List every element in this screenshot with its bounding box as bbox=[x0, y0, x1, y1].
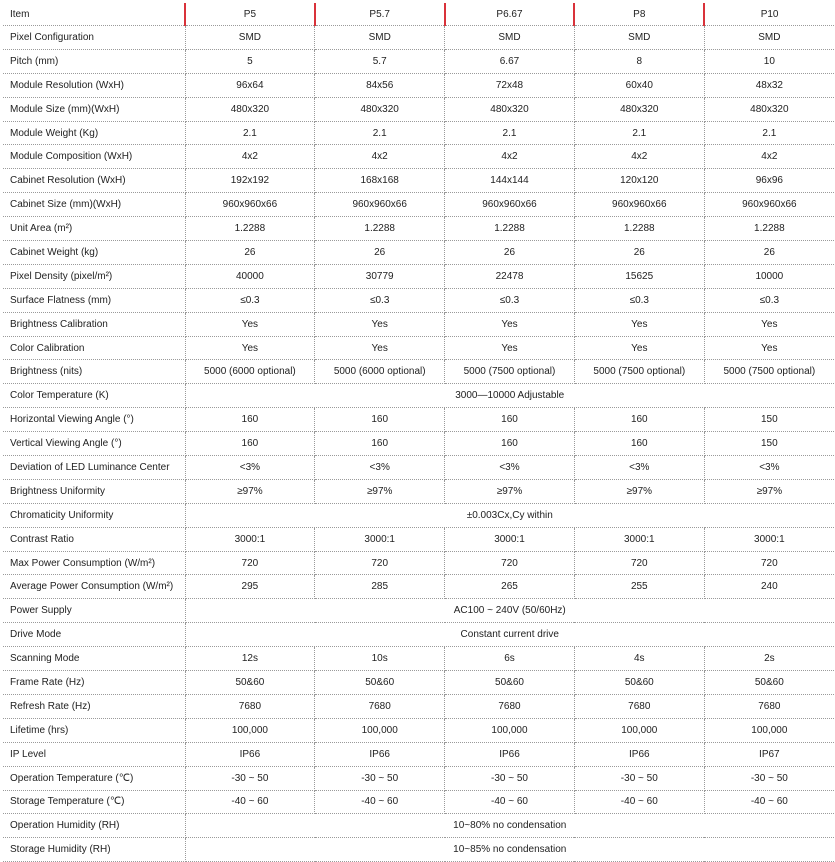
spec-row bbox=[3, 97, 834, 121]
spec-row bbox=[3, 288, 834, 312]
spec-row bbox=[3, 432, 834, 456]
spec-value: IP67 bbox=[704, 742, 834, 766]
spec-value: 1.2288 bbox=[185, 217, 315, 241]
spec-value: 12s bbox=[185, 647, 315, 671]
spec-value: 96x64 bbox=[185, 73, 315, 97]
spec-value: 6.67 bbox=[445, 49, 575, 73]
spec-label: Cabinet Size (mm)(WxH) bbox=[3, 193, 185, 217]
spec-value: 6s bbox=[445, 647, 575, 671]
spec-value: 192x192 bbox=[185, 169, 315, 193]
spec-value: 168x168 bbox=[315, 169, 445, 193]
spec-value: 4x2 bbox=[445, 145, 575, 169]
spec-label: Pixel Configuration bbox=[3, 26, 185, 50]
spec-value: Yes bbox=[315, 312, 445, 336]
spec-value: -40 ~ 60 bbox=[445, 790, 575, 814]
spec-label: Max Power Consumption (W/m²) bbox=[3, 551, 185, 575]
spec-value: 160 bbox=[574, 408, 704, 432]
spec-value: 150 bbox=[704, 408, 834, 432]
spec-label: Module Weight (Kg) bbox=[3, 121, 185, 145]
model-header-p5-7: P5.7 bbox=[315, 3, 445, 26]
spec-value: Yes bbox=[445, 312, 575, 336]
spec-value: <3% bbox=[445, 456, 575, 480]
spec-value: ≤0.3 bbox=[704, 288, 834, 312]
spec-value: <3% bbox=[704, 456, 834, 480]
spec-value: SMD bbox=[315, 26, 445, 50]
spec-value: ≥97% bbox=[185, 479, 315, 503]
spec-value: 84x56 bbox=[315, 73, 445, 97]
spec-value: SMD bbox=[704, 26, 834, 50]
spec-value: 100,000 bbox=[185, 718, 315, 742]
spec-value: 720 bbox=[574, 551, 704, 575]
spec-value: <3% bbox=[574, 456, 704, 480]
spec-value: 4x2 bbox=[315, 145, 445, 169]
spec-value: 960x960x66 bbox=[315, 193, 445, 217]
spec-value: Yes bbox=[574, 312, 704, 336]
spec-value: 2.1 bbox=[704, 121, 834, 145]
spec-value: 160 bbox=[574, 432, 704, 456]
spec-value: 10000 bbox=[704, 264, 834, 288]
spec-label: Module Composition (WxH) bbox=[3, 145, 185, 169]
spec-value: 5000 (6000 optional) bbox=[315, 360, 445, 384]
spec-value: Yes bbox=[445, 336, 575, 360]
spec-value: 144x144 bbox=[445, 169, 575, 193]
spec-value: 7680 bbox=[574, 694, 704, 718]
spec-value: 4s bbox=[574, 647, 704, 671]
spec-value: 26 bbox=[315, 241, 445, 265]
spec-row bbox=[3, 575, 834, 599]
spec-value: 960x960x66 bbox=[185, 193, 315, 217]
spec-value: -40 ~ 60 bbox=[704, 790, 834, 814]
spec-label: Storage Temperature (℃) bbox=[3, 790, 185, 814]
spec-value: <3% bbox=[185, 456, 315, 480]
spec-label: Vertical Viewing Angle (°) bbox=[3, 432, 185, 456]
spec-value: 160 bbox=[315, 432, 445, 456]
spec-label: Pitch (mm) bbox=[3, 49, 185, 73]
spec-label: Contrast Ratio bbox=[3, 527, 185, 551]
spec-value: Yes bbox=[185, 336, 315, 360]
spec-value: 4x2 bbox=[704, 145, 834, 169]
spec-row bbox=[3, 384, 834, 408]
spec-row bbox=[3, 718, 834, 742]
spec-value: ≥97% bbox=[704, 479, 834, 503]
spec-value: Yes bbox=[704, 336, 834, 360]
spec-value: 10s bbox=[315, 647, 445, 671]
spec-value: 1.2288 bbox=[315, 217, 445, 241]
spec-value: -30 ~ 50 bbox=[445, 766, 575, 790]
spec-value: 255 bbox=[574, 575, 704, 599]
spec-value: 960x960x66 bbox=[704, 193, 834, 217]
spec-row bbox=[3, 599, 834, 623]
spec-value: ≥97% bbox=[445, 479, 575, 503]
spec-value: 72x48 bbox=[445, 73, 575, 97]
spec-value: 5000 (7500 optional) bbox=[574, 360, 704, 384]
spec-value: 2.1 bbox=[445, 121, 575, 145]
spec-value: 160 bbox=[445, 408, 575, 432]
spec-value: 720 bbox=[704, 551, 834, 575]
spec-value: ≤0.3 bbox=[445, 288, 575, 312]
spec-row bbox=[3, 145, 834, 169]
spec-value: ≤0.3 bbox=[315, 288, 445, 312]
spec-label: IP Level bbox=[3, 742, 185, 766]
spec-value: 10 bbox=[704, 49, 834, 73]
spec-value: 50&60 bbox=[315, 671, 445, 695]
spec-label: Cabinet Resolution (WxH) bbox=[3, 169, 185, 193]
header-row bbox=[3, 3, 834, 26]
spec-value: 960x960x66 bbox=[445, 193, 575, 217]
spec-value: 60x40 bbox=[574, 73, 704, 97]
spec-label: Color Calibration bbox=[3, 336, 185, 360]
spec-value: 100,000 bbox=[315, 718, 445, 742]
model-header-p6-67: P6.67 bbox=[445, 3, 575, 26]
spec-row bbox=[3, 312, 834, 336]
spec-value-all-models: 3000—10000 Adjustable bbox=[185, 384, 834, 408]
spec-value: 5000 (7500 optional) bbox=[445, 360, 575, 384]
spec-label: Storage Humidity (RH) bbox=[3, 838, 185, 862]
spec-table-body bbox=[3, 26, 834, 862]
spec-value-all-models: AC100 ~ 240V (50/60Hz) bbox=[185, 599, 834, 623]
spec-value-all-models: 10~80% no condensation bbox=[185, 814, 834, 838]
spec-value: 160 bbox=[185, 408, 315, 432]
spec-value: -30 ~ 50 bbox=[185, 766, 315, 790]
spec-value: 40000 bbox=[185, 264, 315, 288]
spec-value: 4x2 bbox=[574, 145, 704, 169]
spec-value-all-models: Constant current drive bbox=[185, 623, 834, 647]
spec-label: Horizontal Viewing Angle (°) bbox=[3, 408, 185, 432]
spec-value: 960x960x66 bbox=[574, 193, 704, 217]
spec-value-all-models: ±0.003Cx,Cy within bbox=[185, 503, 834, 527]
spec-row bbox=[3, 456, 834, 480]
spec-value: IP66 bbox=[445, 742, 575, 766]
spec-row bbox=[3, 814, 834, 838]
spec-row bbox=[3, 742, 834, 766]
spec-row bbox=[3, 479, 834, 503]
spec-row bbox=[3, 647, 834, 671]
spec-value: 7680 bbox=[445, 694, 575, 718]
spec-value: -30 ~ 50 bbox=[315, 766, 445, 790]
spec-value: 100,000 bbox=[445, 718, 575, 742]
spec-value: SMD bbox=[185, 26, 315, 50]
spec-value: -30 ~ 50 bbox=[704, 766, 834, 790]
spec-value: 1.2288 bbox=[574, 217, 704, 241]
spec-value: ≤0.3 bbox=[185, 288, 315, 312]
spec-label: Drive Mode bbox=[3, 623, 185, 647]
spec-value: 30779 bbox=[315, 264, 445, 288]
spec-value-all-models: 10~85% no condensation bbox=[185, 838, 834, 862]
spec-row bbox=[3, 694, 834, 718]
spec-label: Brightness Uniformity bbox=[3, 479, 185, 503]
spec-value: IP66 bbox=[315, 742, 445, 766]
spec-value: ≥97% bbox=[574, 479, 704, 503]
spec-value: 480x320 bbox=[704, 97, 834, 121]
spec-label: Brightness Calibration bbox=[3, 312, 185, 336]
spec-value: 50&60 bbox=[185, 671, 315, 695]
item-header: Item bbox=[3, 3, 185, 26]
spec-label: Module Resolution (WxH) bbox=[3, 73, 185, 97]
spec-row bbox=[3, 503, 834, 527]
model-header-p8: P8 bbox=[574, 3, 704, 26]
spec-label: Power Supply bbox=[3, 599, 185, 623]
spec-value: 26 bbox=[185, 241, 315, 265]
spec-value: 7680 bbox=[315, 694, 445, 718]
spec-value: 100,000 bbox=[704, 718, 834, 742]
spec-value: 3000:1 bbox=[445, 527, 575, 551]
spec-value: 8 bbox=[574, 49, 704, 73]
spec-value: 3000:1 bbox=[315, 527, 445, 551]
spec-value: 26 bbox=[445, 241, 575, 265]
spec-value: 2s bbox=[704, 647, 834, 671]
spec-row bbox=[3, 193, 834, 217]
spec-row bbox=[3, 408, 834, 432]
spec-value: 240 bbox=[704, 575, 834, 599]
spec-value: 5.7 bbox=[315, 49, 445, 73]
spec-row bbox=[3, 217, 834, 241]
spec-value: Yes bbox=[574, 336, 704, 360]
spec-value: 15625 bbox=[574, 264, 704, 288]
spec-value: 480x320 bbox=[315, 97, 445, 121]
model-header-p5: P5 bbox=[185, 3, 315, 26]
spec-row bbox=[3, 241, 834, 265]
spec-value: Yes bbox=[315, 336, 445, 360]
spec-value: 48x32 bbox=[704, 73, 834, 97]
spec-value: Yes bbox=[704, 312, 834, 336]
spec-value: 5 bbox=[185, 49, 315, 73]
spec-value: 100,000 bbox=[574, 718, 704, 742]
spec-value: ≤0.3 bbox=[574, 288, 704, 312]
spec-value: 96x96 bbox=[704, 169, 834, 193]
spec-value: 7680 bbox=[185, 694, 315, 718]
spec-value: -40 ~ 60 bbox=[315, 790, 445, 814]
spec-row bbox=[3, 551, 834, 575]
spec-value: 160 bbox=[315, 408, 445, 432]
spec-table bbox=[3, 3, 834, 862]
spec-label: Cabinet Weight (kg) bbox=[3, 241, 185, 265]
spec-label: Average Power Consumption (W/m²) bbox=[3, 575, 185, 599]
spec-value: 50&60 bbox=[574, 671, 704, 695]
spec-label: Deviation of LED Luminance Center bbox=[3, 456, 185, 480]
spec-value: 50&60 bbox=[704, 671, 834, 695]
spec-value: ≥97% bbox=[315, 479, 445, 503]
spec-label: Refresh Rate (Hz) bbox=[3, 694, 185, 718]
spec-value: 50&60 bbox=[445, 671, 575, 695]
spec-value: <3% bbox=[315, 456, 445, 480]
spec-value: SMD bbox=[574, 26, 704, 50]
spec-value: 2.1 bbox=[315, 121, 445, 145]
spec-value: 1.2288 bbox=[445, 217, 575, 241]
spec-value: 160 bbox=[445, 432, 575, 456]
spec-value: 480x320 bbox=[185, 97, 315, 121]
spec-row bbox=[3, 121, 834, 145]
model-header-p10: P10 bbox=[704, 3, 834, 26]
spec-value: -40 ~ 60 bbox=[574, 790, 704, 814]
spec-label: Color Temperature (K) bbox=[3, 384, 185, 408]
spec-label: Surface Flatness (mm) bbox=[3, 288, 185, 312]
spec-value: Yes bbox=[185, 312, 315, 336]
spec-value: 26 bbox=[704, 241, 834, 265]
spec-label: Brightness (nits) bbox=[3, 360, 185, 384]
spec-label: Frame Rate (Hz) bbox=[3, 671, 185, 695]
spec-label: Operation Temperature (℃) bbox=[3, 766, 185, 790]
spec-value: 2.1 bbox=[574, 121, 704, 145]
spec-label: Module Size (mm)(WxH) bbox=[3, 97, 185, 121]
spec-value: 5000 (6000 optional) bbox=[185, 360, 315, 384]
spec-row bbox=[3, 838, 834, 862]
spec-value: 1.2288 bbox=[704, 217, 834, 241]
spec-row bbox=[3, 73, 834, 97]
spec-value: 3000:1 bbox=[185, 527, 315, 551]
spec-row bbox=[3, 527, 834, 551]
spec-value: 2.1 bbox=[185, 121, 315, 145]
spec-row bbox=[3, 264, 834, 288]
spec-label: Scanning Mode bbox=[3, 647, 185, 671]
spec-value: 4x2 bbox=[185, 145, 315, 169]
spec-value: 5000 (7500 optional) bbox=[704, 360, 834, 384]
spec-value: 22478 bbox=[445, 264, 575, 288]
spec-value: -30 ~ 50 bbox=[574, 766, 704, 790]
spec-value: 720 bbox=[445, 551, 575, 575]
spec-value: 285 bbox=[315, 575, 445, 599]
spec-value: IP66 bbox=[185, 742, 315, 766]
spec-row bbox=[3, 49, 834, 73]
spec-value: 3000:1 bbox=[704, 527, 834, 551]
spec-value: 3000:1 bbox=[574, 527, 704, 551]
spec-value: 26 bbox=[574, 241, 704, 265]
spec-row bbox=[3, 169, 834, 193]
spec-table-header bbox=[3, 3, 834, 26]
spec-row bbox=[3, 26, 834, 50]
spec-value: 480x320 bbox=[445, 97, 575, 121]
spec-value: -40 ~ 60 bbox=[185, 790, 315, 814]
spec-value: 160 bbox=[185, 432, 315, 456]
spec-value: 720 bbox=[315, 551, 445, 575]
spec-value: 7680 bbox=[704, 694, 834, 718]
spec-row bbox=[3, 766, 834, 790]
spec-label: Lifetime (hrs) bbox=[3, 718, 185, 742]
spec-value: SMD bbox=[445, 26, 575, 50]
spec-value: IP66 bbox=[574, 742, 704, 766]
spec-value: 720 bbox=[185, 551, 315, 575]
spec-value: 265 bbox=[445, 575, 575, 599]
spec-row bbox=[3, 336, 834, 360]
spec-value: 150 bbox=[704, 432, 834, 456]
spec-value: 120x120 bbox=[574, 169, 704, 193]
spec-value: 295 bbox=[185, 575, 315, 599]
spec-row bbox=[3, 360, 834, 384]
spec-label: Unit Area (m²) bbox=[3, 217, 185, 241]
spec-value: 480x320 bbox=[574, 97, 704, 121]
spec-row bbox=[3, 623, 834, 647]
spec-row bbox=[3, 671, 834, 695]
spec-row bbox=[3, 790, 834, 814]
spec-label: Chromaticity Uniformity bbox=[3, 503, 185, 527]
spec-label: Operation Humidity (RH) bbox=[3, 814, 185, 838]
spec-label: Pixel Density (pixel/m²) bbox=[3, 264, 185, 288]
